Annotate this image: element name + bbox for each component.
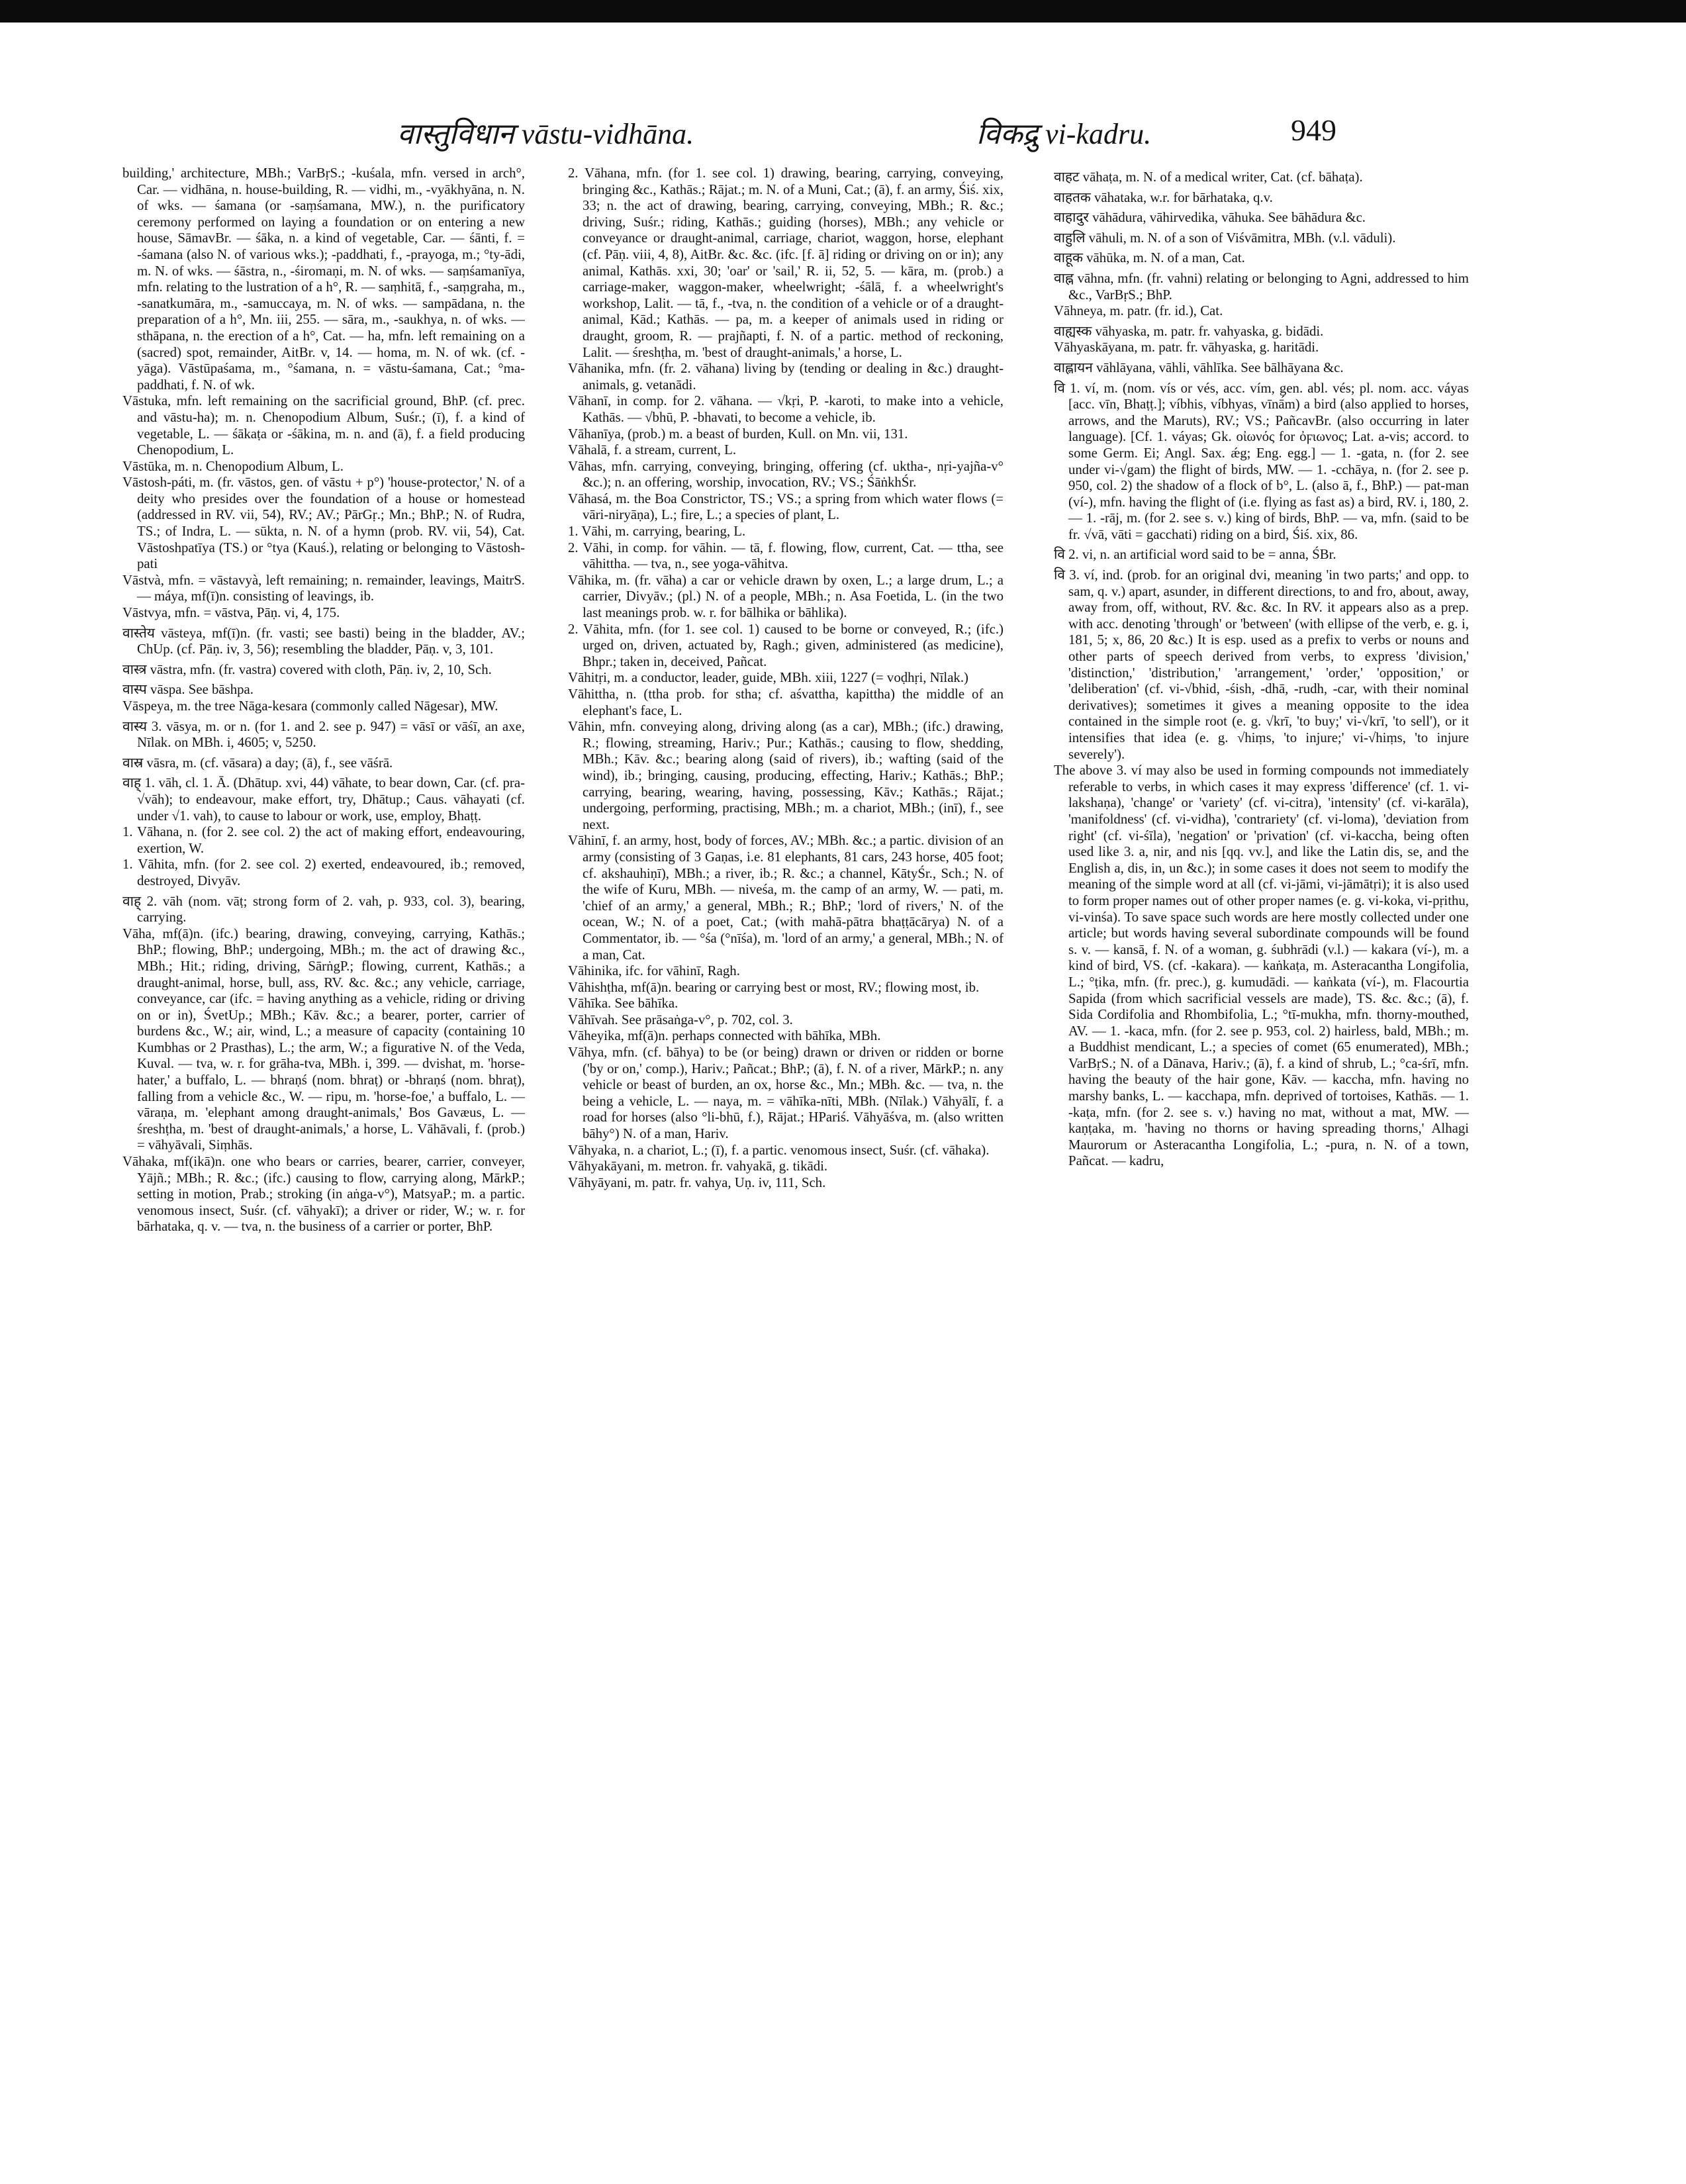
dictionary-entry: building,' architecture, MBh.; VarBṛS.; -kuśala, mfn. versed in arch°, Car. — vidhāna, n. house-building, R. — vidhi, m., -vyākhyāna, n. N. of wks. — śamana (or -saṃśamana, MW.), n. the purificatory ceremony performed on laying a foundation or on entering a new house, SāmavBr. — śāka, n. a kind of vegetable, Car. — śānti, f. = -śamana (also N. of various wks.); -paddhati, f., -prayoga, m.; °ty-ādi, m. N. of wks. — śāstra, n., -śiromaṇi, m. N. of wks. — saṃśamanīya, mfn. relating to the lustration of a h°, R. — saṃhitā, f., -saṃgraha, m., -sanatkumāra, m., -samuccaya, m. N. of wks. — sampādana, n. the preparation of a h°, Mn. iii, 255. — sāra, m., -saukhya, n. of wks. — sthāpana, n. the erection of a h°, Cat. — ha, mfn. left remaining on a (sacred) spot, remainder, AitBr. v, 14. — homa, m. N. of wk. (cf. -yāga). Vāstūpaśama, m., °śamana, n. = vāstu-śamana, Cat.; °ma-paddhati, f. N. of wk. bbox=[122, 166, 525, 393]
dictionary-entry: Vāstosh-páti, m. (fr. vāstos, gen. of vāstu + p°) 'house-protector,' N. of a deity who presides over the foundation of a house or homestead (addressed in RV. vii, 54), RV.; AV.; PārGṛ.; Mn.; BhP.; N. of Rudra, TS.; of Indra, L. — sūkta, n. N. of a hymn (prob. RV. vii, 54), Cat. Vāstoshpatīya (TS.) or °tya (Kauś.), relating or belonging to Vāstosh-pati bbox=[122, 475, 525, 572]
dictionary-entry: वाहूक vāhūka, m. N. of a man, Cat. bbox=[1054, 250, 1245, 266]
dictionary-entry: वाह्लायन vāhlāyana, vāhli, vāhlīka. See bālhāyana &c. bbox=[1054, 359, 1344, 375]
column-3 bbox=[1054, 166, 1469, 2165]
dictionary-entry: Vāhīvah. See prāsaṅga-v°, p. 702, col. 3. bbox=[568, 1012, 793, 1027]
dictionary-entry: वाह् 2. vāh (nom. vāṭ; strong form of 2. vah, p. 933, col. 3), bearing, carrying. bbox=[122, 893, 525, 926]
dictionary-entry: Vāhas, mfn. carrying, conveying, bringing, offering (cf. uktha-, nṛi-yajña-v° &c.); n. an offering, worship, invocation, RV.; VS.; ŚāṅkhŚr. bbox=[568, 458, 1004, 491]
dictionary-entry: Vāhanī, in comp. for 2. vāhana. — √kṛi, P. -karoti, to make into a vehicle, Kathās. — √bhū, P. -bhavati, to become a vehicle, ib. bbox=[568, 393, 1004, 425]
dictionary-entry: वाहट vāhaṭa, m. N. of a medical writer, Cat. (cf. bāhaṭa). bbox=[1054, 169, 1363, 185]
dictionary-entry: 2. Vāhi, in comp. for vāhin. — tā, f. flowing, flow, current, Cat. — ttha, see vāhittha. — tva, n., see yoga-vāhitva. bbox=[568, 540, 1004, 572]
dictionary-entry: Vāhya, mfn. (cf. bāhya) to be (or being) drawn or driven or ridden or borne ('by or on,' comp.), Hariv.; Pañcat.; BhP.; (ā), f. N. of a river, MārkP.; n. any vehicle or beast of burden, an ox, horse &c., Mn.; MBh. &c. — tva, n. the being a vehicle, L. — naya, m. = vāhīka-nīti, MBh. (Nīlak.) Vāhyālī, f. a road for horses (also °li-bhū, f.), Rājat.; HPariś. Vāhyāśva, m. (also written bāhy°) N. of a man, Hariv. bbox=[568, 1045, 1004, 1142]
dictionary-entry: 1. Vāhita, mfn. (for 2. see col. 2) exerted, endeavoured, ib.; removed, destroyed, Divyāv. bbox=[122, 857, 525, 888]
dictionary-entry: वाहुलि vāhuli, m. N. of a son of Viśvāmitra, MBh. (v.l. vāduli). bbox=[1054, 230, 1396, 246]
page-number: 949 bbox=[1291, 113, 1336, 147]
column-1 bbox=[122, 166, 525, 2165]
dictionary-entry: Vāstūka, m. n. Chenopodium Album, L. bbox=[122, 458, 344, 474]
dictionary-entry: Vāstvà, mfn. = vāstavyà, left remaining; n. remainder, leavings, MaitrS. — máya, mf(ī)n. consisting of leavings, ib. bbox=[122, 572, 525, 604]
dictionary-entry: Vāstuka, mfn. left remaining on the sacrificial ground, BhP. (cf. prec. and vāstu-ha); m. n. Chenopodium Album, Suśr.; (ī), f. a kind of vegetable, L. — śākaṭa or -śākina, m. n. and (ā), f. a field producing Chenopodium, L. bbox=[122, 393, 525, 458]
dictionary-entry: Vāhika, m. (fr. vāha) a car or vehicle drawn by oxen, L.; a large drum, L.; a carrier, Divyāv.; (pl.) N. of a people, MBh.; n. Asa Foetida, L. (in the two last meanings prob. w. r. for bālhika or bāhlika). bbox=[568, 572, 1004, 621]
dictionary-entry: Vāhanīya, (prob.) m. a beast of burden, Kull. on Mn. vii, 131. bbox=[568, 426, 908, 442]
top-black-border bbox=[0, 0, 1686, 23]
running-head-center: विकद्रु vi-kadru. bbox=[976, 118, 1152, 150]
dictionary-entry: Vāhīka. See bāhīka. bbox=[568, 996, 679, 1012]
dictionary-entry: वाहादुर vāhādura, vāhirvedika, vāhuka. See bāhādura &c. bbox=[1054, 210, 1366, 226]
dictionary-entry: Vāhinī, f. an army, host, body of forces, AV.; MBh. &c.; a partic. division of an army (consisting of 3 Gaṇas, i.e. 81 elephants, 81 cars, 243 horse, 405 foot; cf. akshauhiṇī), MBh.; a river, ib.; R. &c.; a channel, KātyŚr., Sch.; N. of the wife of Kuru, MBh. — niveśa, m. the camp of an army, W. — pati, m. 'chief of an army,' a general, MBh.; R.; BhP.; 'lord of rivers,' N. of the ocean, W.; N. of a poet, Cat.; (with mahā-pātra bhaṭṭācārya) N. of a Commentator, ib. — °śa (°nīśa), m. 'lord of an army,' a general, MBh.; N. of a man, Cat. bbox=[568, 833, 1004, 963]
dictionary-entry: वास्प vāspa. See bāshpa. bbox=[122, 682, 254, 698]
dictionary-entry: Vāhasá, m. the Boa Constrictor, TS.; VS.; a spring from which water flows (= vāri-niryāṇa), L.; fire, L.; a species of plant, L. bbox=[568, 491, 1004, 523]
dictionary-entry: Vāhneya, m. patr. (fr. id.), Cat. bbox=[1054, 303, 1223, 319]
dictionary-entry: 2. Vāhita, mfn. (for 1. see col. 1) caused to be borne or conveyed, R.; (ifc.) urged on, driven, actuated by, Ragh.; given, administered (as medicine), Bhpr.; taken in, deceived, Pañcat. bbox=[568, 621, 1004, 669]
dictionary-entry: वि 3. ví, ind. (prob. for an original dvi, meaning 'in two parts;' and opp. to sam, q. v.) apart, asunder, in different directions, to and fro, about, away, away from, off, without, RV. &c. &c. In RV. it appears also as a prep. with acc. denoting 'through' or 'between' (with ellipse of the verb, e. g. i, 181, 5; x, 86, 20 &c.) It is esp. used as a prefix to verbs or nouns and other parts of speech derived from verbs, to express 'division,' 'distinction,' 'distribution,' 'arrangement,' 'order,' 'opposition,' or 'deliberation' (cf. vi-√bhid, -śish, -dhā, -rudh, -car, with their nominal derivatives); sometimes it gives a meaning opposite to the idea contained in the simple root (e. g. √krī, 'to buy;' vi-√krī, 'to sell'), or it intensifies that idea (e. g. √hiṃs, 'to injure;' vi-√hiṃs, 'to injure severely'). bbox=[1054, 567, 1469, 762]
dictionary-entry: वाह्यस्क vāhyaska, m. patr. fr. vahyaska, g. bidādi. bbox=[1054, 323, 1324, 339]
dictionary-entry: वास्त्र vāstra, mfn. (fr. vastra) covered with cloth, Pāṇ. iv, 2, 10, Sch. bbox=[122, 661, 492, 677]
dictionary-entry: वाह् 1. vāh, cl. 1. Ā. (Dhātup. xvi, 44) vāhate, to bear down, Car. (cf. pra-√vāh); to endeavour, make effort, try, Dhātup.; Caus. vāhayati (cf. under √1. vah), to cause to labour or work, use, employ, Bhaṭṭ. bbox=[122, 775, 525, 824]
dictionary-entry: Vāhyakāyani, m. metron. fr. vahyakā, g. tikādi. bbox=[568, 1159, 828, 1174]
dictionary-entry: 1. Vāhi, m. carrying, bearing, L. bbox=[568, 524, 746, 540]
dictionary-entry: Vāhyāyani, m. patr. fr. vahya, Uṇ. iv, 111, Sch. bbox=[568, 1174, 826, 1190]
dictionary-entry: वास्तेय vāsteya, mf(ī)n. (fr. vasti; see basti) being in the bladder, AV.; ChUp. (cf. Pāṇ. iv, 3, 56); resembling the bladder, Pāṇ. v, 3, 101. bbox=[122, 625, 525, 657]
dictionary-entry: Vāhyaka, n. a chariot, L.; (ī), f. a partic. venomous insect, Suśr. (cf. vāhaka). bbox=[568, 1142, 990, 1158]
dictionary-entry: Vāhitṛi, m. a conductor, leader, guide, MBh. xiii, 1227 (= voḍhṛi, Nīlak.) bbox=[568, 670, 968, 686]
column-2 bbox=[568, 166, 1004, 2165]
dictionary-entry: Vāhalā, f. a stream, current, L. bbox=[568, 442, 737, 458]
dictionary-entry: Vāheyika, mf(ā)n. perhaps connected with bāhīka, MBh. bbox=[568, 1028, 881, 1044]
dictionary-entry: 2. Vāhana, mfn. (for 1. see col. 1) drawing, bearing, carrying, conveying, bringing &c., Kathās.; Rājat.; m. N. of a Muni, Cat.; (ā), f. an army, Śiś. xix, 33; n. the act of drawing, bearing, carrying, conveying, MBh.; R. &c.; driving, Suśr.; riding, Kathās.; guiding (horses), MBh.; any vehicle or conveyance or draught-animal, carriage, chariot, waggon, horse, elephant (cf. Pāṇ. viii, 4, 8), AitBr. &c. &c. (ifc. [f. ā] riding or driving on or in); any animal, Kathās. xxi, 30; 'oar' or 'sail,' R. ii, 52, 5. — kāra, m. (prob.) a carriage-maker, waggon-maker, wheelwright; -śālā, f. a wheelwright's workshop, Lalit. — tā, f., -tva, n. the condition of a vehicle or of a draught-animal, Kād.; Kathās. — pa, m. a keeper of animals used in riding or draught, groom, R. — prajñapti, f. N. of a partic. method of reckoning, Lalit. — śreshṭha, m. 'best of draught-animals,' a horse, L. bbox=[568, 166, 1004, 360]
dictionary-entry: वि 2. vi, n. an artificial word said to be = anna, ŚBr. bbox=[1054, 547, 1336, 563]
running-head-left: वास्तुविधान vāstu-vidhāna. bbox=[397, 118, 694, 150]
dictionary-entry: Vāha, mf(ā)n. (ifc.) bearing, drawing, conveying, carrying, Kathās.; BhP.; flowing, BhP.; undergoing, MBh.; m. the act of drawing &c., MBh.; Hit.; riding, driving, SārṅgP.; flowing, current, Kathās.; a draught-animal, horse, bull, ass, RV. &c. &c.; any vehicle, carriage, conveyance, car (ifc. = having anything as a vehicle, riding or driving on or in), ŚvetUp.; MBh.; Kāv. &c.; a bearer, porter, carrier of burdens &c., W.; air, wind, L.; a measure of capacity (containing 10 Kumbhas or 2 Prasthas), L.; the arm, W.; a figurative N. of the Veda, Kuval. — tva, w. r. for grāha-tva, MBh. i, 399. — dvishat, m. 'horse-hater,' a buffalo, L. — bhraṇś (nom. bhraṭ) or -bhraṇś (nom. bhraṭ), falling from a vehicle &c., W. — ripu, m. 'horse-foe,' a buffalo, L. — vāraṇa, m. 'elephant among draught-animals,' Bos Gavæus, L. — śreshṭha, m. 'best of draught-animals,' a horse, L. Vāhāvali, f. (prob.) = vāhyāvali, Siṃhās. bbox=[122, 926, 525, 1153]
dictionary-entry: Vāspeya, m. the tree Nāga-kesara (commonly called Nāgesar), MW. bbox=[122, 698, 498, 714]
dictionary-entry: Vāhinika, ifc. for vāhinī, Ragh. bbox=[568, 963, 740, 979]
dictionary-entry: Vāhittha, n. (ttha prob. for stha; cf. aśvattha, kapittha) the middle of an elephant's face, L. bbox=[568, 687, 1004, 718]
dictionary-entry: वास्य 3. vāsya, m. or n. (for 1. and 2. see p. 947) = vāsī or vāśī, an axe, Nīlak. on MBh. i, 4605; v, 5250. bbox=[122, 718, 525, 751]
dictionary-entry: Vāhyaskāyana, m. patr. fr. vāhyaska, g. haritādi. bbox=[1054, 340, 1319, 356]
dictionary-entry: वास्र vāsra, m. (cf. vāsara) a day; (ā), f., see vāśrā. bbox=[122, 755, 393, 771]
dictionary-entry: 1. Vāhana, n. (for 2. see col. 2) the act of making effort, endeavouring, exertion, W. bbox=[122, 824, 525, 856]
dictionary-entry: The above 3. ví may also be used in forming compounds not immediately referable to verbs, in which cases it may express 'difference' (cf. 1. vi-lakshaṇa), 'change' or 'variety' (cf. vi-citra), 'intensity' (cf. vi-karāla), 'manifoldness' (cf. vi-vidha), 'contrariety' (cf. vi-loma), 'deviation from right' (cf. vi-śīla), 'negation' or 'privation' (cf. vi-kaccha, being often used like 3. a, nir, and nis [qq. vv.], and like the Latin dis, se, and the English a, dis, in, un &c.); in some cases it does not seem to modify the meaning of the simple word at all (cf. vi-jāmi, vi-jāmātṛi); it is also used to form proper names out of other proper names (e. g. vi-koka, vi-pṛithu, vi-vinśa). To save space such words are here mostly collected under one article; but words having several subordinate compounds will be found s. v. — kansā, f. N. of a woman, g. śubhrādi (v.l.) — kakara (ví-), m. a kind of bird, VS. (cf. -kakara). — kaṅkaṭa, m. Asteracantha Longifolia, L.; °ṭika, mfn. (fr. prec.), g. kumudādi. — kaṅkata (ví-), m. Flacourtia Sapida (from which sacrificial vessels are made), TS. &c. &c.; (ā), f. Sida Cordifolia and Rhombifolia, L.; °tī-mukha, mfn. thorny-mouthed, AV. — 1. -kaca, mfn. (for 2. see p. 953, col. 2) hairless, bald, MBh.; m. a Buddhist mendicant, L.; a species of comet (65 enumerated), MBh.; VarBṛS.; N. of a Dānava, Hariv.; (ā), f. a kind of shrub, L.; °ca-śrī, mfn. having the beauty of the hair gone, Kāv. — kaccha, mfn. having no marshy banks, L. — kacchapa, mfn. deprived of tortoises, Kathās. — 1. -kaṭa, mfn. (for 2. see s. v.) having no mat, without a mat, MW. — kaṇṭaka, m. 'having no thorns or having spreading thorns,' Alhagi Maurorum or Asteracantha Longifolia, L.; -pura, n. N. of a town, Pañcat. — kadru, bbox=[1054, 763, 1469, 1169]
page-header bbox=[99, 113, 1456, 159]
dictionary-entry: Vāhanika, mfn. (fr. 2. vāhana) living by (tending or dealing in &c.) draught-animals, g. vetanādi. bbox=[568, 361, 1004, 393]
dictionary-entry: Vāhishṭha, mf(ā)n. bearing or carrying best or most, RV.; flowing most, ib. bbox=[568, 979, 980, 995]
dictionary-entry: Vāhin, mfn. conveying along, driving along (as a car), MBh.; (ifc.) drawing, R.; flowing, streaming, Hariv.; Pur.; Kathās.; causing to flow, shedding, MBh.; Kāv. &c.; bearing along (said of rivers), ib.; wafting (said of the wind), ib.; bringing, causing, producing, effecting, Hariv.; Kathās.; BhP.; carrying, bearing, wearing, having, possessing, Kāv.; Kathās.; Rājat.; undergoing, performing, practising, MBh.; m. a chariot, MBh.; (inī), f., see next. bbox=[568, 719, 1004, 832]
dictionary-entry: Vāhaka, mf(ikā)n. one who bears or carries, bearer, carrier, conveyer, Yājñ.; MBh.; R. &c.; (ifc.) causing to flow, carrying along, MārkP.; setting in motion, Prab.; stroking (in aṅga-v°), MatsyaP.; m. a partic. venomous insect, Suśr. (cf. vāhyakī); a driver or rider, W.; w. r. for bārhataka, q. v. — tva, n. the business of a carrier or porter, BhP. bbox=[122, 1154, 525, 1235]
dictionary-entry: वाहतक vāhataka, w.r. for bārhataka, q.v. bbox=[1054, 189, 1273, 205]
dictionary-entry: वि 1. ví, m. (nom. vís or vés, acc. vím, gen. abl. vés; pl. nom. acc. váyas [acc. vīn, Bhaṭṭ.]; víbhis, víbhyas, vīnā́m) a bird (also applied to horses, arrows, and the Maruts), RV.; VS.; PañcavBr. (also occurring in later language). [Cf. 1. váyas; Gk. οἰωνός for ὀϝιωνος; Lat. a-vis; accord. to some Germ. Ei; Angl. Sax. ǽg; Eng. egg.] — 1. -gata, n. (for 2. see under vi-√gam) the flight of birds, MW. — 1. -cchāya, n. (for 2. see p. 950, col. 2) the shadow of a flock of b°, L. (also ā, f., BhP.) — pat-man (ví-), mfn. having the flight of (i.e. flying as fast as) a bird, RV. i, 180, 2. — 1. -rāj, m. (for 2. see s. v.) king of birds, BhP. — va, mfn. (said to be fr. √vā, vāti = gacchati) riding on a bird, Śiś. xix, 86. bbox=[1054, 380, 1469, 542]
dictionary-entry: वाह्न vāhna, mfn. (fr. vahni) relating or belonging to Agni, addressed to him &c., VarBṛS.; BhP. bbox=[1054, 270, 1469, 303]
dictionary-entry: Vāstvya, mfn. = vāstva, Pāṇ. vi, 4, 175. bbox=[122, 605, 340, 621]
